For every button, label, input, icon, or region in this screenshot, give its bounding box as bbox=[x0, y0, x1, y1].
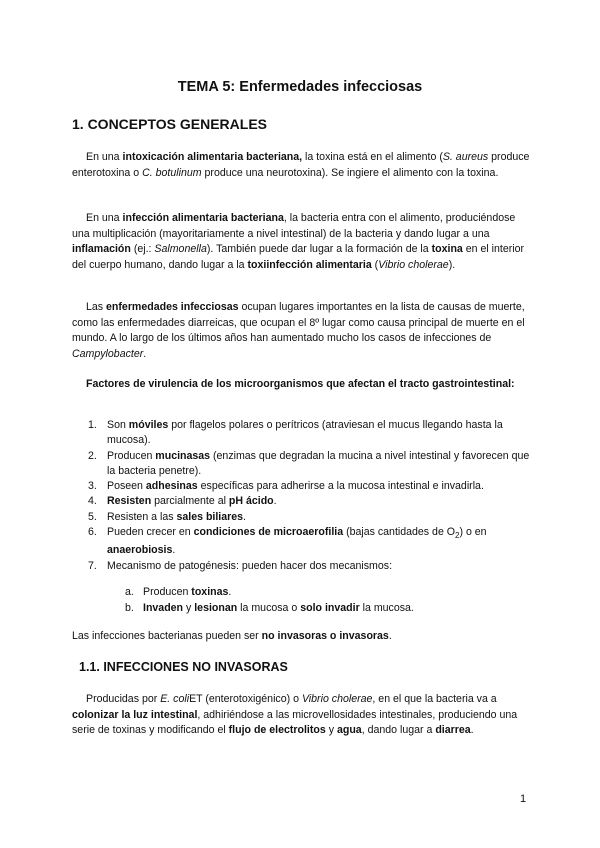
paragraph-no-invasoras: Producidas por E. coliET (enterotoxigénico) o Vibrio cholerae, en el que la bacteria va a colonizar la luz intestinal, adhiriéndose a las microvellosidades intestinales, produciendo una serie de toxinas y modificando el flujo de electrolitos y agua, dando lugar a diarrea. bbox=[72, 693, 518, 736]
list-item: 5. Resisten a las sales biliares. bbox=[88, 510, 246, 523]
factors-heading: Factores de virulencia de los microorganismos que afectan el tracto gastrointestinal: bbox=[86, 378, 515, 390]
list-item: b. Invaden y lesionan la mucosa o solo invadir la mucosa. bbox=[125, 602, 414, 614]
list-item: 1. Son móviles por flagelos polares o perítricos (atraviesan el mucus llegando hasta la mucosa). bbox=[88, 419, 503, 447]
paragraph-infeccion: En una infección alimentaria bacteriana, la bacteria entra con el alimento, produciéndose una multiplicación (mayoritariamente a nivel intestinal) de la bacteria y dando lugar a una inflamación (ej.: Salmonella). También puede dar lugar a la formación de la toxina en el interior del cuerpo humano, dando lugar a la toxiinfección alimentaria (Vibrio cholerae). bbox=[72, 212, 525, 271]
list-item: 6. Pueden crecer en condiciones de microaerofilia (bajas cantidades de $O_2$) o en anaerobiosis. bbox=[88, 526, 487, 557]
mechanism-sublist bbox=[125, 584, 414, 616]
list-item: 7. Mecanismo de patogénesis: pueden hacer dos mecanismos: bbox=[88, 559, 393, 572]
paragraph-intoxicacion: En una intoxicación alimentaria bacteriana, la toxina está en el alimento (S. aureus produce enterotoxina o C. botulinum produce una neurotoxina). Se ingiere el alimento con la toxina. bbox=[72, 151, 530, 179]
subsection-heading: 1.1. INFECCIONES NO INVASORAS bbox=[79, 660, 288, 674]
page-title: TEMA 5: Enfermedades infecciosas bbox=[177, 79, 423, 95]
list-item: 3. Poseen adhesinas específicas para adherirse a la mucosa intestinal e invadirla. bbox=[88, 480, 484, 493]
paragraph-enfermedades: Las enfermedades infecciosas ocupan lugares importantes en la lista de causas de muerte, como las enfermedades diarreicas, que ocupan el 8º lugar como causa principal de muerte en el mundo. A lo largo de los últimos años han aumentado mucho los casos de infecciones de Campylobacter. bbox=[72, 301, 525, 360]
list-item: 4. Resisten parcialmente al pH ácido. bbox=[88, 495, 277, 508]
virulence-factors-list bbox=[88, 418, 538, 574]
list-item: 2. Producen mucinasas (enzimas que degradan la mucina a nivel intestinal y favorecen que la bacteria penetre). bbox=[88, 449, 530, 477]
page-number: 1 bbox=[520, 793, 527, 805]
section-heading: 1. CONCEPTOS GENERALES bbox=[72, 116, 268, 132]
paragraph-infecciones-tipos: Las infecciones bacterianas pueden ser no invasoras o invasoras. bbox=[72, 630, 392, 642]
list-item: a. Producen toxinas. bbox=[125, 586, 232, 598]
